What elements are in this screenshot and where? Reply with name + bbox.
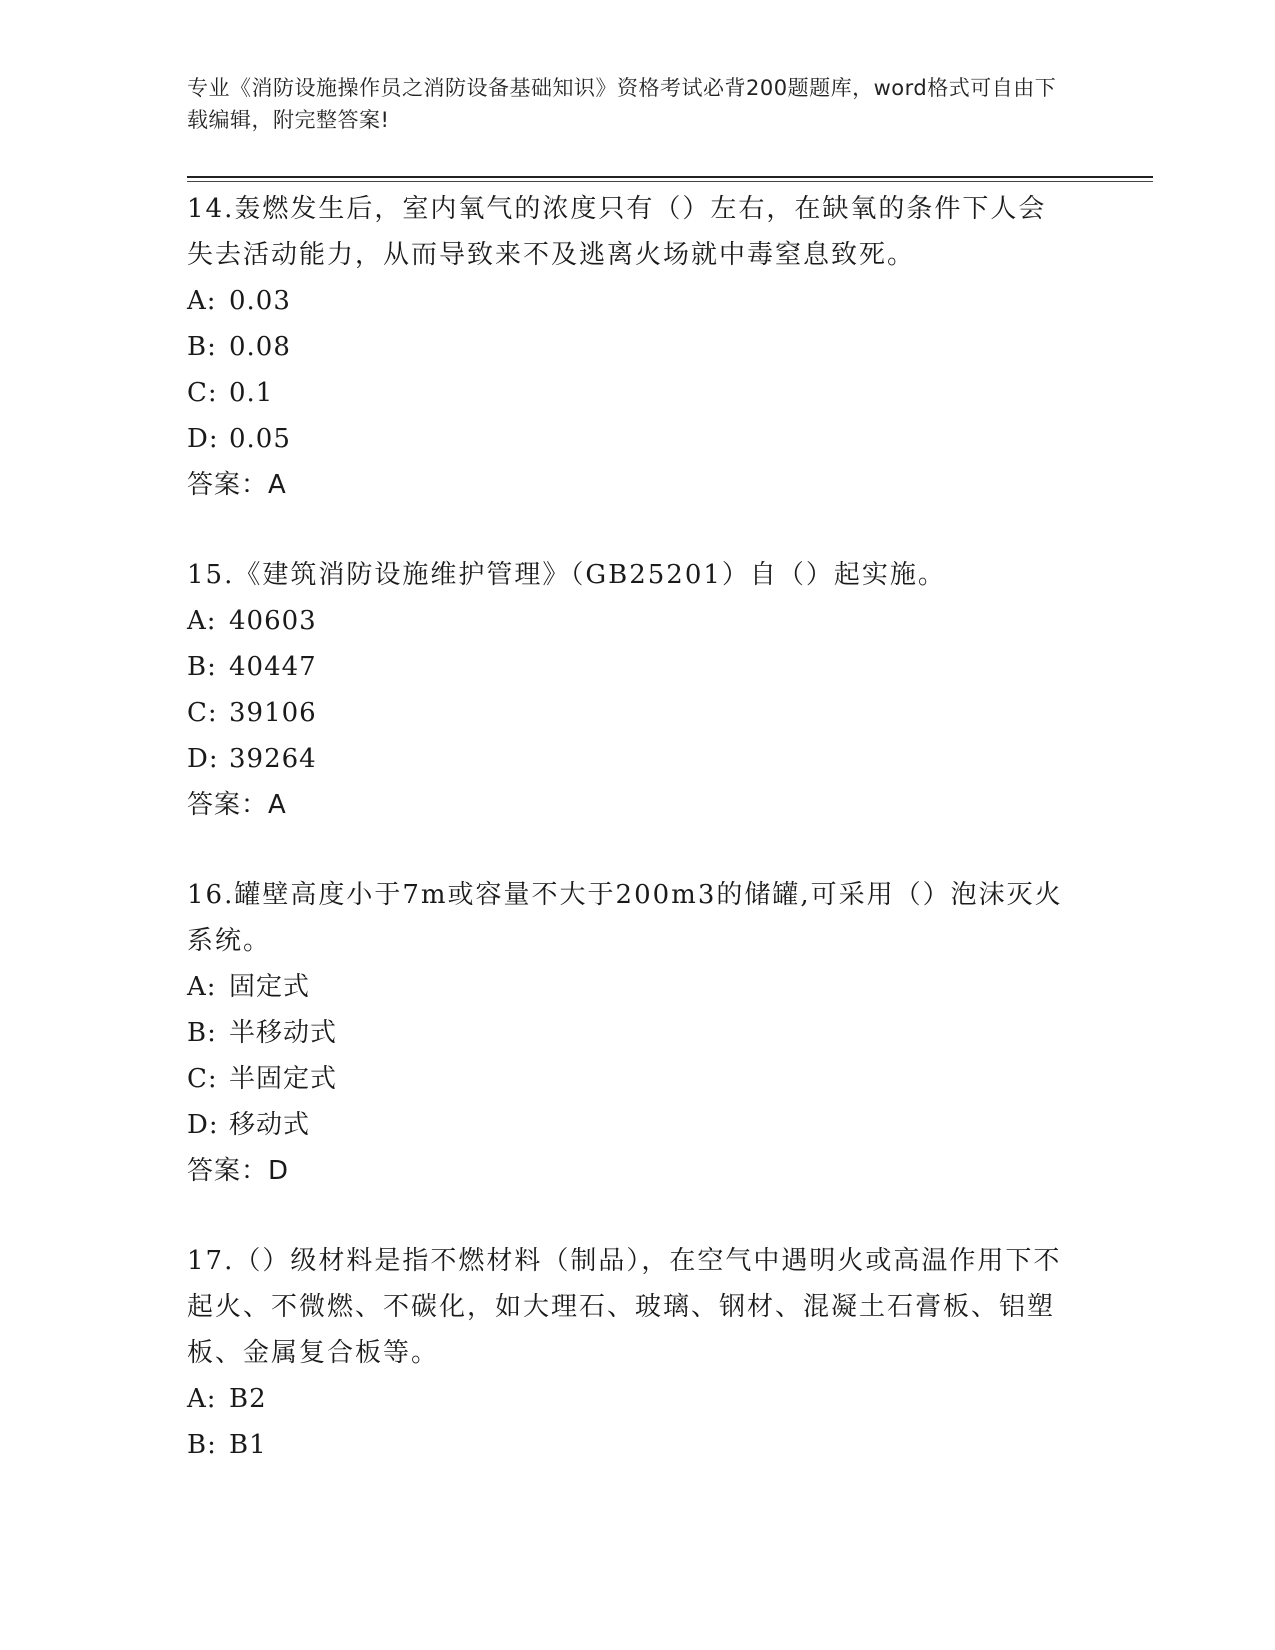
option-b <box>187 1010 1067 1056</box>
option-label: B: <box>187 1018 217 1048</box>
header-divider-thin <box>187 181 1153 182</box>
option-label: A: <box>187 286 217 316</box>
option-label: B: <box>187 652 217 682</box>
question-stem: 14.轰燃发生后，室内氧气的浓度只有（）左右，在缺氧的条件下人会失去活动能力，从而导致来不及逃离火场就中毒窒息致死。 <box>187 194 1047 270</box>
option-label: B: <box>187 332 217 362</box>
option-text: 移动式 <box>229 1110 311 1140</box>
option-text: 40447 <box>229 652 317 682</box>
option-a <box>187 964 1067 1010</box>
question-list <box>187 186 1067 1468</box>
option-text: 0.03 <box>229 286 291 316</box>
question-stem: 17.（）级材料是指不燃材料（制品），在空气中遇明火或高温作用下不起火、不微燃、不碳化，如大理石、玻璃、钢材、混凝土石膏板、铝塑板、金属复合板等。 <box>187 1246 1062 1368</box>
option-c <box>187 690 1067 736</box>
question-17 <box>187 1238 1067 1468</box>
option-a <box>187 278 1067 324</box>
option-text: 固定式 <box>229 972 311 1002</box>
option-text: 半移动式 <box>229 1018 338 1048</box>
option-text: 0.1 <box>229 378 274 408</box>
option-label: C: <box>187 698 218 728</box>
option-c <box>187 370 1067 416</box>
option-text: 半固定式 <box>229 1064 338 1094</box>
option-text: 0.08 <box>229 332 291 362</box>
option-text: 39106 <box>229 698 317 728</box>
option-label: A: <box>187 972 217 1002</box>
option-c <box>187 1056 1067 1102</box>
option-label: A: <box>187 1384 217 1414</box>
option-text: 40603 <box>229 606 317 636</box>
option-a <box>187 1376 1067 1422</box>
option-text: B1 <box>229 1430 267 1460</box>
answer-line: 答案：D <box>187 1156 290 1186</box>
option-label: D: <box>187 744 219 774</box>
option-label: D: <box>187 424 219 454</box>
option-b <box>187 324 1067 370</box>
document-header: 专业《消防设施操作员之消防设备基础知识》资格考试必背200题题库，word格式可自由下载编辑，附完整答案! <box>187 76 1057 132</box>
answer-line: 答案：A <box>187 790 287 820</box>
option-label: C: <box>187 1064 218 1094</box>
option-label: A: <box>187 606 217 636</box>
question-stem: 15.《建筑消防设施维护管理》（GB25201）自（）起实施。 <box>187 560 946 590</box>
option-d <box>187 736 1067 782</box>
question-15 <box>187 552 1067 828</box>
option-d <box>187 1102 1067 1148</box>
answer-line: 答案：A <box>187 470 287 500</box>
header-divider <box>187 176 1153 178</box>
question-16 <box>187 872 1067 1194</box>
option-b <box>187 644 1067 690</box>
option-d <box>187 416 1067 462</box>
option-text: 39264 <box>229 744 317 774</box>
option-label: D: <box>187 1110 219 1140</box>
option-a <box>187 598 1067 644</box>
question-stem: 16.罐壁高度小于7m或容量不大于200m3的储罐,可采用（）泡沫灭火系统。 <box>187 880 1063 956</box>
option-text: B2 <box>229 1384 267 1414</box>
question-14 <box>187 186 1067 508</box>
option-text: 0.05 <box>229 424 291 454</box>
option-label: C: <box>187 378 218 408</box>
option-b <box>187 1422 1067 1468</box>
option-label: B: <box>187 1430 217 1460</box>
